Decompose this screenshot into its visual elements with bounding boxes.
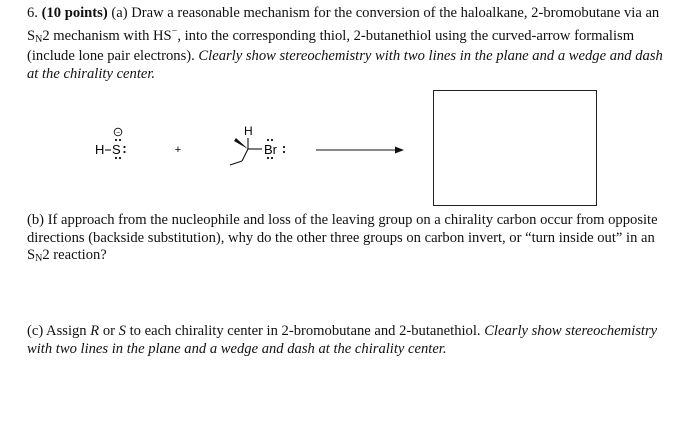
- nucleophile-sulfur: S: [112, 142, 121, 157]
- points-label: (10 points): [41, 5, 108, 21]
- substrate-hydrogen: H: [244, 124, 253, 138]
- part-b-label: (b): [27, 212, 45, 228]
- part-c-text-1: Assign: [46, 323, 87, 339]
- methyl-wedge-icon: [234, 138, 248, 149]
- part-c-italic-instruction: Clearly show stereochemistry with two lines in the plane and a wedge and dash at the chirality center.: [27, 323, 658, 357]
- part-a-text-2: 2 mechanism with HS: [42, 27, 172, 44]
- sn-subscript: N: [35, 253, 43, 265]
- nucleophile-hydrogen: H: [95, 142, 105, 157]
- part-c-text-2: to each chirality center in 2-bromobutane and 2-butanethiol.: [129, 323, 481, 339]
- part-a-text-3: , into the corresponding thiol, 2-butanethiol using the curved-arrow formalism (include lone pair electrons).: [27, 27, 635, 65]
- part-a-label: (a): [111, 5, 128, 21]
- svg-text:−: −: [115, 129, 121, 137]
- ethyl-terminal-bond: [230, 161, 242, 165]
- r-label: R: [90, 323, 100, 339]
- plus-sign: +: [174, 144, 182, 156]
- question-number: 6.: [27, 5, 38, 21]
- 2-bromobutane-structure: [230, 138, 262, 165]
- answer-box[interactable]: [433, 90, 597, 206]
- ethyl-bond: [242, 149, 248, 161]
- part-a-italic-instruction: Clearly show stereochemistry with two lines in the plane and a wedge and dash at the chirality center.: [27, 48, 663, 82]
- arrow-head-icon: [395, 147, 404, 154]
- substrate-bromine: Br: [264, 142, 277, 157]
- part-c-label: (c): [27, 323, 44, 339]
- negative-charge-icon: [114, 128, 122, 136]
- part-b-text-2: 2 reaction?: [42, 247, 107, 264]
- or-word: or: [102, 323, 115, 339]
- part-b-text-1: If approach from the nucleophile and loss of the leaving group on a chirality carbon occur from opposite directions (backside substitution), why do the other three groups on carbon invert, or “turn inside out” in an S: [27, 212, 658, 264]
- s-label: S: [118, 323, 126, 339]
- charge-superscript: −: [171, 25, 178, 37]
- part-a-text-1: Draw a reasonable mechanism for the conversion of the haloalkane, 2-bromobutane via an S: [27, 5, 660, 44]
- question-c-text: [27, 323, 672, 358]
- question-b-text: [27, 212, 672, 268]
- question-6a-text: [27, 5, 672, 83]
- sn-subscript: N: [35, 33, 43, 45]
